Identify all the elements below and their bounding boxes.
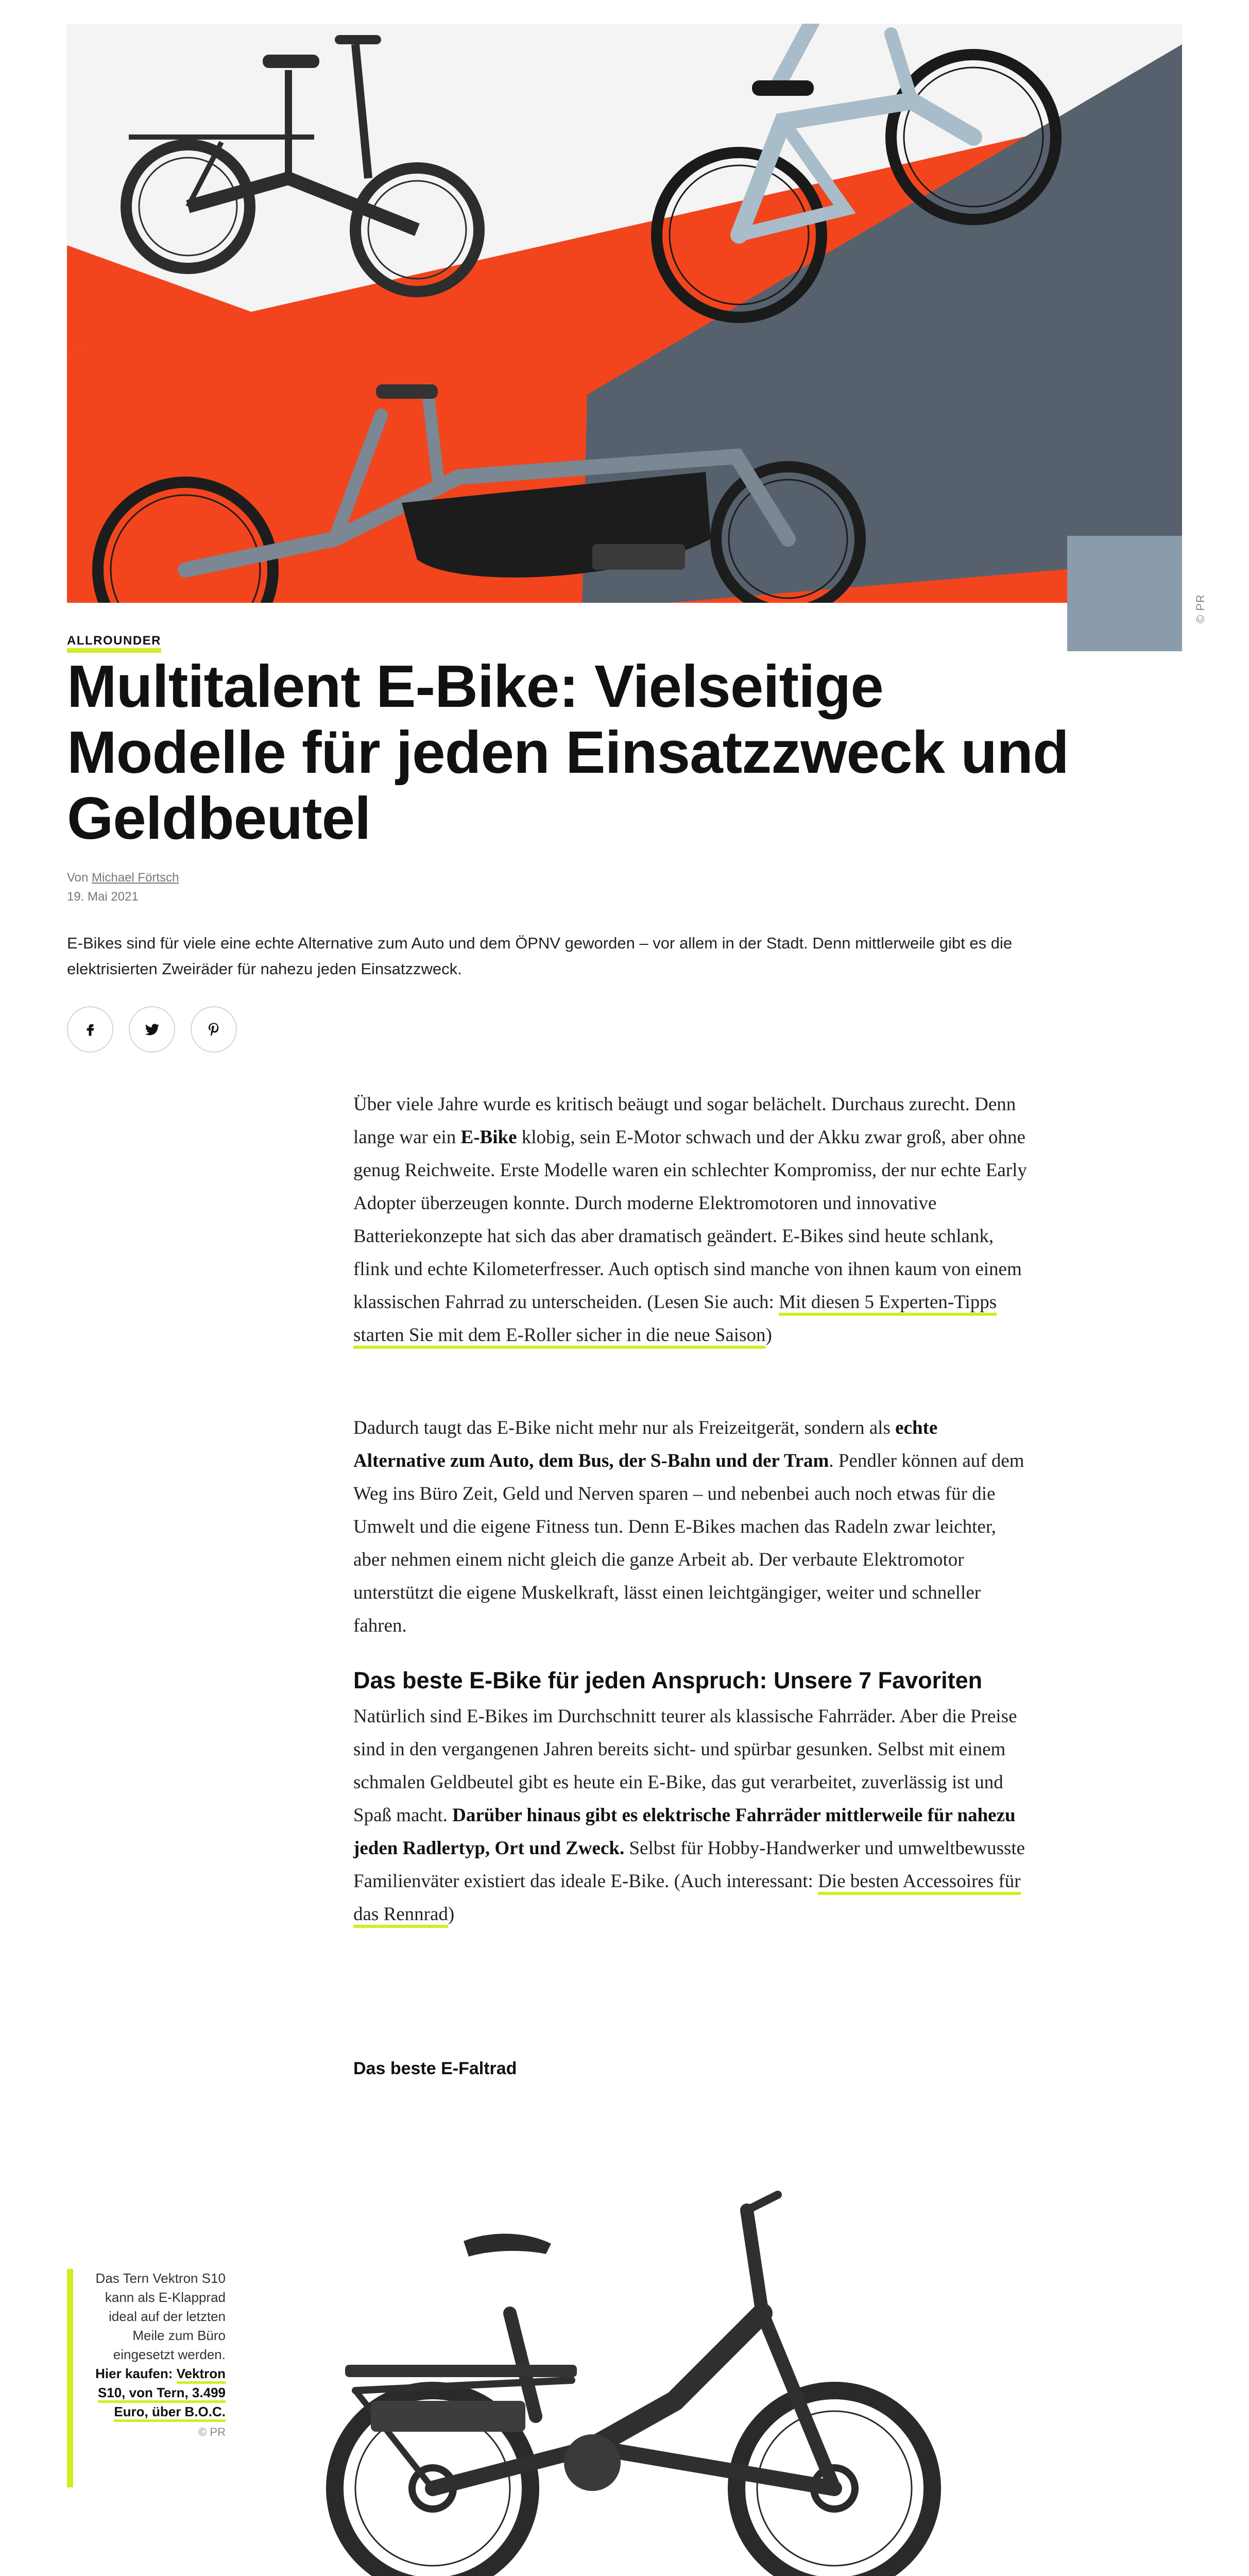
- paragraph-intro: [353, 1088, 1028, 1352]
- pinterest-icon: [206, 1022, 221, 1037]
- caption-buy-link[interactable]: Vektron S10, von Tern, 3.499 Euro, über B.O.C.: [98, 2366, 226, 2422]
- byline-prefix: Von: [67, 871, 92, 885]
- subheading-faltrad: Das beste E-Faltrad: [353, 2059, 517, 2078]
- text-run: klobig, sein E-Motor schwach und der Akku zwar groß, aber ohne genug Reichweite. Erste Modelle waren ein schlechter Kompromiss, der nur echte Early Adopter überzeugen konnte. Durch moderne Elektromotoren und innovative Batteriekonzepte hat sich das aber dramatisch geändert. E-Bikes sind heute schlank, flink und echte Kilometerfresser. Auch optisch sind manche von ihnen kaum von einem klassischen Fahrrad zu unterscheiden. (Lesen Sie auch:: [353, 1127, 1027, 1313]
- article-kicker[interactable]: ALLROUNDER: [67, 635, 161, 653]
- caption-credit: © PR: [198, 2426, 226, 2438]
- share-pinterest-button[interactable]: [191, 1006, 237, 1053]
- bold-term: E-Bike: [460, 1127, 517, 1148]
- text-run: Dadurch taugt das E-Bike nicht mehr nur als Freizeitgerät, sondern als: [353, 1417, 896, 1438]
- facebook-icon: [82, 1022, 98, 1037]
- article-headline: Multitalent E-Bike: Vielseitige Modelle für jeden Einsatzzweck und Geldbeutel: [67, 653, 1069, 852]
- hero-graphic: [67, 24, 1182, 610]
- text-run: . Pendler können auf dem Weg ins Büro Zeit, Geld und Nerven sparen – und nebenbei auch noch etwas für die Umwelt und die eigene Fitness tun. Denn E-Bikes machen das Radeln zwar leichter, aber nehmen einem nicht gleich die ganze Arbeit ab. Der verbaute Elektromotor unterstützt die eigene Muskelkraft, lässt einen leichtgängiger, weiter und schneller fahren.: [353, 1450, 1024, 1636]
- image-caption: [67, 2269, 226, 2487]
- twitter-icon: [144, 1021, 160, 1038]
- section-heading-favoriten: Das beste E-Bike für jeden Anspruch: Unsere 7 Favoriten: [353, 1667, 983, 1693]
- paragraph-alternative: [353, 1412, 1028, 1642]
- paragraph-preise: [353, 1700, 1028, 1931]
- text-run: ): [765, 1325, 772, 1346]
- hero-notch: [67, 603, 1067, 610]
- link-rennrad-accessoires[interactable]: Die besten Accessoires für das Rennrad: [353, 1871, 1021, 1928]
- link-e-roller-tipps[interactable]: Mit diesen 5 Experten-Tipps starten Sie mit dem E-Roller sicher in die neue Saison: [353, 1292, 997, 1349]
- share-twitter-button[interactable]: [129, 1006, 175, 1053]
- text-run: Über viele Jahre wurde es kritisch beäugt und sogar belächelt. Durchaus zurecht. Denn lange war ein: [353, 1094, 1016, 1148]
- byline: [67, 871, 179, 885]
- text-run: Selbst für Hobby-Handwerker und umweltbewusste Familienväter existiert das ideale E-Bike. (Auch interessant:: [353, 1838, 1025, 1892]
- author-link[interactable]: Michael Förtsch: [92, 871, 179, 885]
- bold-term: Darüber hinaus gibt es elektrische Fahrräder mittlerweile für nahezu jeden Radlertyp, Ort und Zweck.: [353, 1805, 1016, 1859]
- text-run: Natürlich sind E-Bikes im Durchschnitt teurer als klassische Fahrräder. Aber die Preise sind in den vergangenen Jahren bereits sicht- und spürbar gesunken. Selbst mit einem schmalen Geldbeutel gibt es heute ein E-Bike, das gut verarbeitet, zuverlässig ist und Spaß macht.: [353, 1706, 1017, 1826]
- hero-image: [67, 24, 1182, 610]
- caption-text: Das Tern Vektron S10 kann als E-Klapprad ideal auf der letzten Meile zum Büro eingesetzt werden.: [95, 2270, 226, 2362]
- share-facebook-button[interactable]: [67, 1006, 113, 1053]
- hero-credit: © PR: [1194, 594, 1207, 623]
- article-teaser: E-Bikes sind für viele eine echte Alternative zum Auto und dem ÖPNV geworden – vor allem in der Stadt. Denn mittlerweile gibt es die elektrisierten Zweiräder für nahezu jeden Einsatzzweck.: [67, 934, 1013, 978]
- publish-date: 19. Mai 2021: [67, 890, 139, 904]
- bold-term: echte Alternative zum Auto, dem Bus, der S-Bahn und der Tram: [353, 1417, 938, 1471]
- hero-accent-block: [1067, 536, 1182, 651]
- caption-buy-label: Hier kaufen:: [95, 2366, 173, 2381]
- text-run: ): [448, 1904, 455, 1925]
- tern-vektron-image: [304, 2159, 984, 2576]
